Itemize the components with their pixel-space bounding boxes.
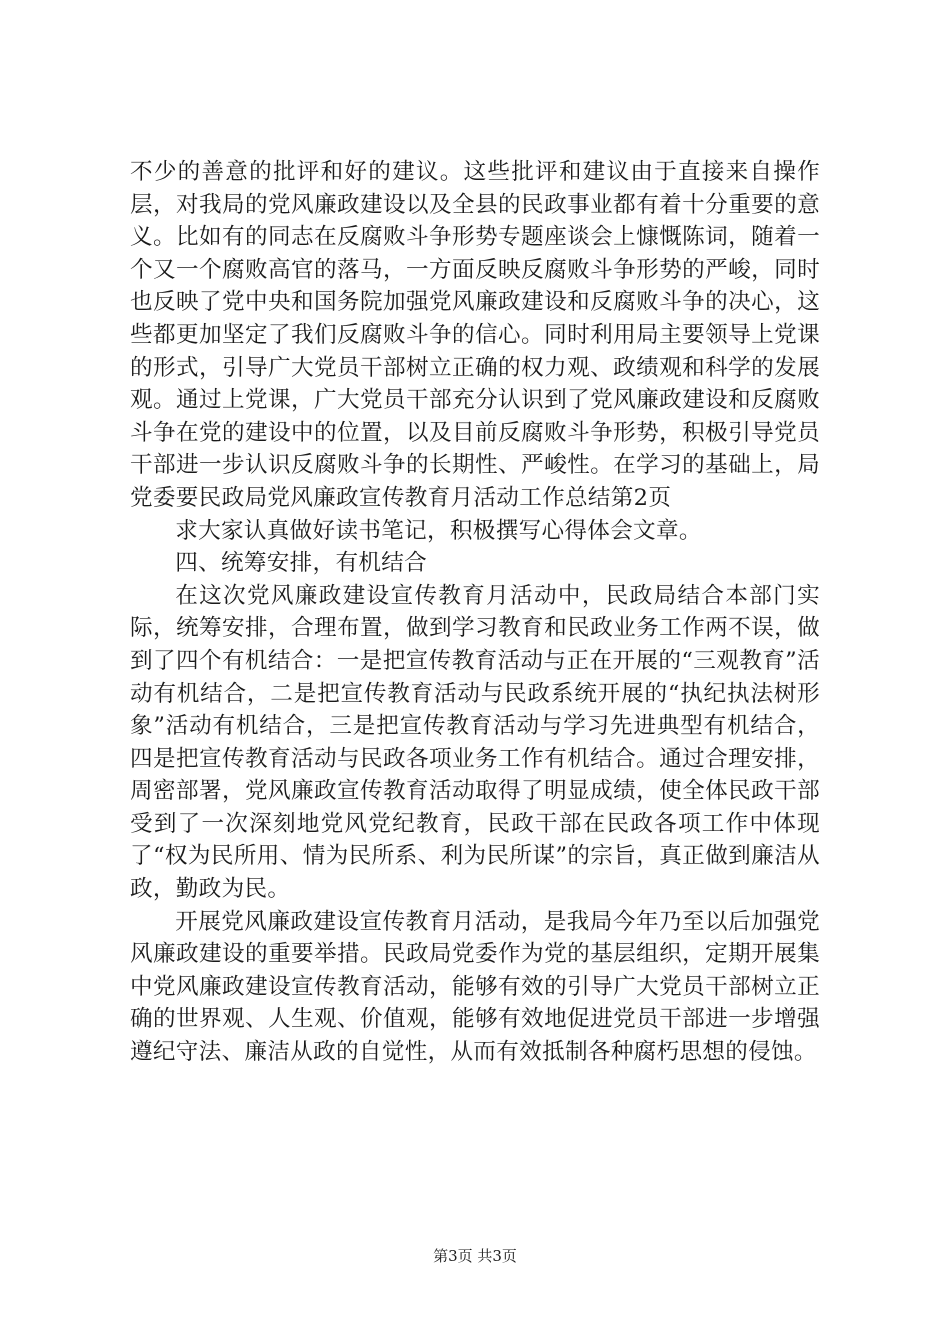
paragraph-3: 在这次党风廉政建设宣传教育月活动中，民政局结合本部门实际，统筹安排，合理布置，做到学习教育和民政业务工作两不误，做到了四个有机结合：一是把宣传教育活动与正在开展的“三观教育”活动有机结合，二是把宣传教育活动与民政系统开展的“执纪执法树形象”活动有机结合，三是把宣传教育活动与学习先进典型有机结合，四是把宣传教育活动与民政各项业务工作有机结合。通过合理安排，周密部署，党风廉政宣传教育活动取得了明显成绩，使全体民政干部受到了一次深刻地党风党纪教育，民政干部在民政各项工作中体现了“权为民所用、情为民所系、利为民所谋”的宗旨，真正做到廉洁从政，勤政为民。 — [130, 582, 820, 903]
section-heading: 四、统筹安排，有机结合 — [175, 550, 428, 577]
document-body — [130, 156, 820, 1069]
paragraph-4: 开展党风廉政建设宣传教育月活动，是我局今年乃至以后加强党风廉政建设的重要举措。民政局党委作为党的基层组织，定期开展集中党风廉政建设宣传教育活动，能够有效的引导广大党员干部树立正确的世界观、人生观、价值观，能够有效地促进党员干部进一步增强遵纪守法、廉洁从政的自觉性，从而有效抵制各种腐朽思想的侵蚀。 — [130, 908, 820, 1066]
page-number-footer: 第3页 共3页 — [433, 1247, 517, 1265]
paragraph-2: 求大家认真做好读书笔记，积极撰写心得体会文章。 — [175, 517, 702, 544]
paragraph-1: 不少的善意的批评和好的建议。这些批评和建议由于直接来自操作层，对我局的党风廉政建设以及全县的民政事业都有着十分重要的意义。比如有的同志在反腐败斗争形势专题座谈会上慷慨陈词，随着一个又一个腐败高官的落马，一方面反映反腐败斗争形势的严峻，同时也反映了党中央和国务院加强党风廉政建设和反腐败斗争的决心，这些都更加坚定了我们反腐败斗争的信心。同时利用局主要领导上党课的形式，引导广大党员干部树立正确的权力观、政绩观和科学的发展观。通过上党课，广大党员干部充分认识到了党风廉政建设和反腐败斗争在党的建设中的位置，以及目前反腐败斗争形势，积极引导党员干部进一步认识反腐败斗争的长期性、严峻性。在学习的基础上，局党委要民政局党风廉政宣传教育月活动工作总结第2页 — [130, 159, 820, 511]
